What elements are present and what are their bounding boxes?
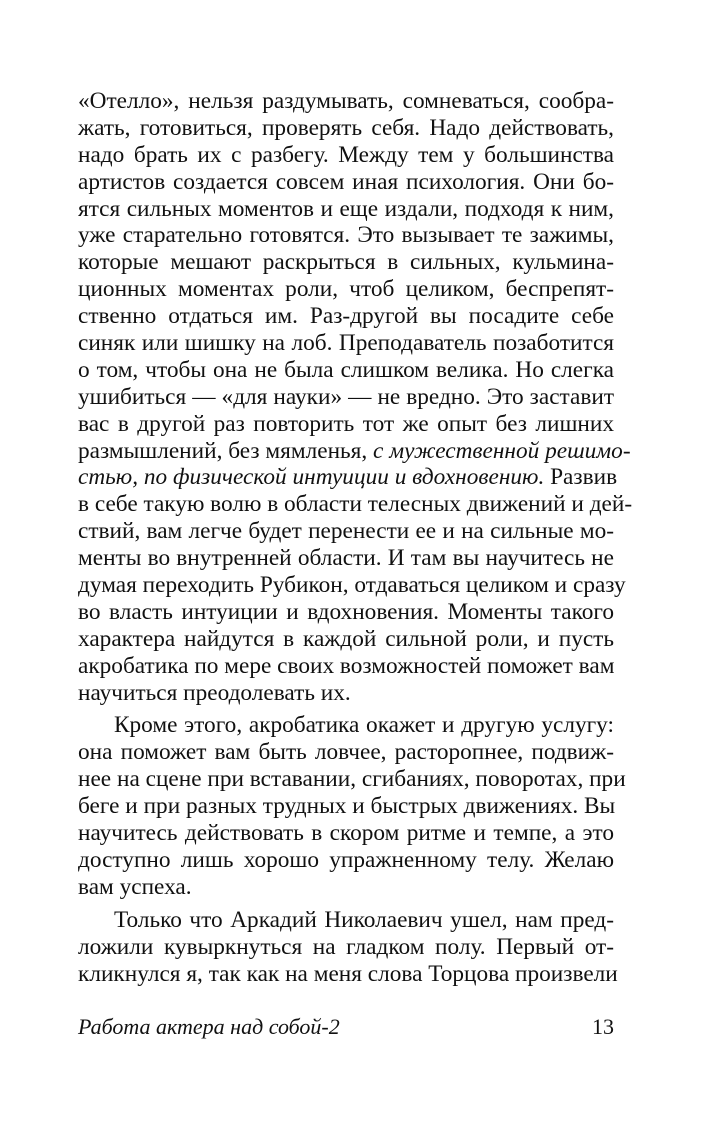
text-run: размышлений, без мямленья,: [78, 437, 374, 464]
text-line: Только что Аркадий Николаевич ушел, нам пред-: [114, 906, 614, 933]
text-line: ственно отдаться им. Раз-другой вы посадите себе: [78, 303, 614, 330]
text-line: менты во внутренней области. И там вы научитесь не: [78, 545, 614, 572]
text-line: кликнулся я, так как на меня слова Торцова произвели: [78, 960, 618, 987]
text-line: ушибиться — «для науки» — не вредно. Это заставит: [78, 383, 614, 410]
text-line: характера найдутся в каждой сильной роли, и пусть: [78, 625, 614, 652]
text-run: Развив: [544, 464, 618, 491]
text-line: вам успеха.: [78, 873, 192, 900]
text-line: ционных моментах роли, чтоб целиком, беспрепят-: [78, 276, 614, 303]
text-line: в себе такую волю в области телесных движений и дей-: [78, 491, 633, 518]
running-title: Работа актера над собой-2: [78, 1014, 340, 1039]
text-line: вас в другой раз повторить тот же опыт без лишних: [78, 410, 614, 437]
text-line-mixed: [78, 464, 618, 491]
text-line: синяк или шишку на лоб. Преподаватель позаботится: [78, 330, 614, 357]
text-line: она поможет вам быть ловчее, расторопнее, подвиж-: [78, 739, 614, 766]
italic-run: стью, по физической интуиции и вдохновению.: [78, 464, 545, 491]
text-line: акробатика по мере своих возможностей поможет вам: [78, 652, 615, 679]
body-text: [78, 88, 633, 987]
text-line: ятся сильных моментов и еще издали, подходя к ним,: [78, 195, 614, 222]
text-line: о том, чтобы она не была слишком велика. Но слегка: [78, 356, 614, 383]
text-line: научитесь действовать в скором ритме и темпе, а это: [78, 820, 614, 847]
text-line: которые мешают раскрыться в сильных, кульмина-: [78, 249, 614, 276]
text-line: ложили кувыркнуться на гладком полу. Первый от-: [78, 933, 614, 960]
text-line: ствий, вам легче будет перенести ее и на сильные мо-: [78, 518, 614, 545]
text-line: жать, готовиться, проверять себя. Надо действовать,: [78, 114, 614, 141]
text-line: научиться преодолевать их.: [78, 679, 351, 706]
text-line: нее на сцене при вставании, сгибаниях, поворотах, при: [78, 766, 626, 793]
text-line: доступно лишь хорошо упражненному телу. Желаю: [78, 846, 614, 873]
text-line: уже старательно готовятся. Это вызывает те зажимы,: [78, 222, 614, 249]
text-line: думая переходить Рубикон, отдаваться целиком и сразу: [78, 572, 626, 599]
page-number: 13: [592, 1014, 614, 1039]
text-line: артистов создается совсем иная психология. Они бо-: [78, 168, 614, 195]
text-line: надо брать их с разбегу. Между тем у большинства: [78, 141, 614, 168]
text-line: беге и при разных трудных и быстрых движениях. Вы: [78, 793, 616, 820]
text-line: во власть интуиции и вдохновения. Моменты такого: [78, 598, 614, 625]
text-line: Кроме этого, акробатика окажет и другую услугу:: [114, 712, 614, 739]
text-line: «Отелло», нельзя раздумывать, сомневаться, сообра-: [78, 88, 614, 114]
text-line-mixed: [78, 437, 631, 465]
italic-run: с мужественной решимо-: [373, 437, 631, 464]
